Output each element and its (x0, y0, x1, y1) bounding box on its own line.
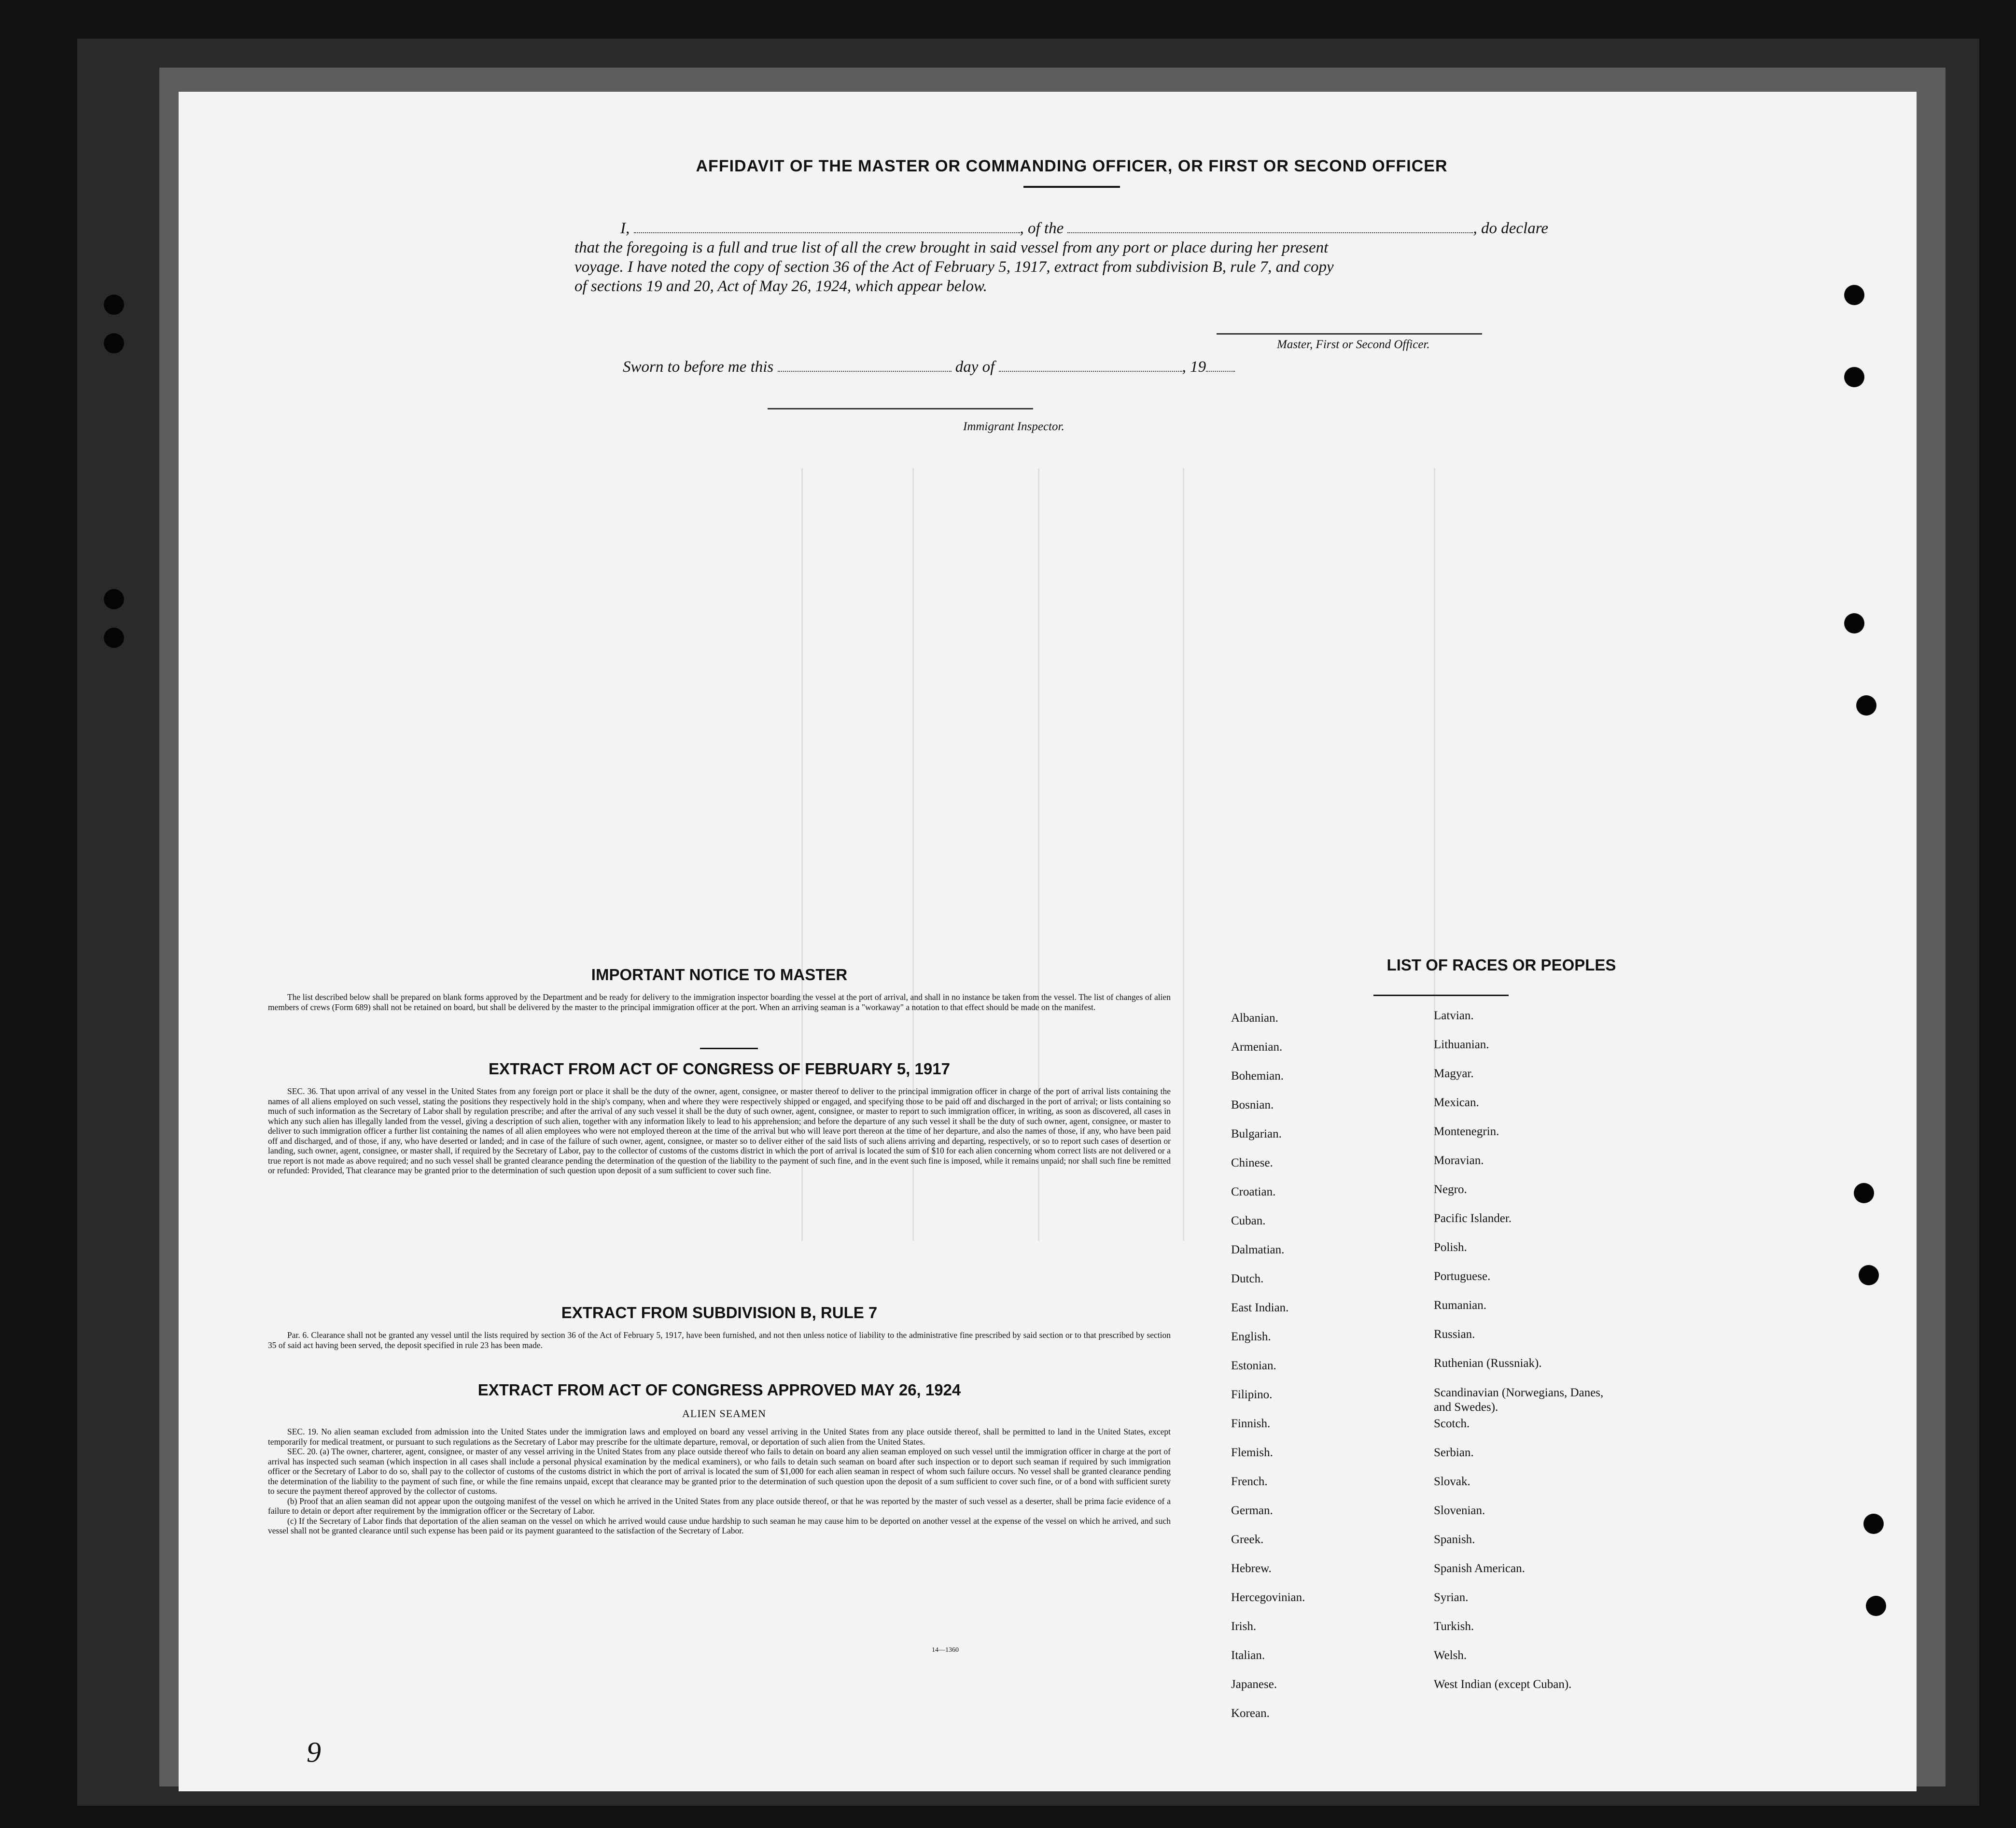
race-item: Albanian. (1231, 1012, 1278, 1025)
form-number: 14—1360 (932, 1646, 959, 1654)
affidavit-line-1 (620, 220, 1548, 238)
race-item: Hercegovinian. (1231, 1591, 1305, 1604)
master-label: Master, First or Second Officer. (1277, 338, 1430, 351)
race-item: Armenian. (1231, 1041, 1283, 1054)
race-item: Finnish. (1231, 1417, 1271, 1430)
race-item: Magyar. (1434, 1067, 1474, 1080)
punch-hole (1856, 695, 1876, 716)
race-item: Bohemian. (1231, 1069, 1284, 1083)
section-20a-paragraph: SEC. 20. (a) The owner, charterer, agent, consignee, or master of any vessel arriving in the United States from any place outside thereof who fails to detain on board any alien seaman employed on such vessel until the immigration officer in charge at the port of arrival has inspected such seaman (which inspection in all cases shall include a personal physical examination by the medical examiners), or who fails to detain such seaman on board after such inspection or to deport such seaman if required by such immigration officer or the Secretary of Labor to do so, shall pay to the collector of customs of the customs district in which the port of arrival is located the sum of $1,000 for each alien seaman in respect of whom such failure occurs. No vessel shall be granted clearance pending the determination of the liability to the payment of such fine, or while the fine remains unpaid, except that clearance may be granted prior to the determination of such question upon the deposit of a sum sufficient to cover such fine, or of a bond with sufficient surety to secure the payment thereof approved by the collector of customs. (268, 1447, 1171, 1496)
section-19-paragraph: SEC. 19. No alien seaman excluded from admission into the United States under the immigration laws and employed on board any vessel arriving in the United States from any place outside thereof, shall be permitted to land in the United States, except temporarily for medical treatment, or pursuant to such regulations as the Secretary of Labor may prescribe for the ultimate departure, removal, or deportation of such alien from the United States. (268, 1427, 1171, 1447)
race-item: Latvian. (1434, 1009, 1474, 1022)
race-item: German. (1231, 1504, 1273, 1517)
alien-seamen-heading: ALIEN SEAMEN (682, 1407, 766, 1420)
punch-hole (1844, 285, 1864, 305)
race-item: West Indian (except Cuban). (1434, 1678, 1572, 1691)
section-36-paragraph: SEC. 36. That upon arrival of any vessel in the United States from any foreign port or place it shall be the duty of the owner, agent, consignee, or master thereof to deliver to the principal immigration officer in charge of the port of arrival lists containing the names of all aliens employed on such vessel, stating the positions they respectively hold in the ship's company, when and where they were respectively shipped or engaged, and specifying those to be paid off and discharged in the port of arrival; or lists containing so much of such information as the Secretary of Labor shall by regulation prescribe; and after the arrival of any such vessel it shall be the duty of such owner, agent, consignee, or master to report to such immigration officer, in writing, as soon as discovered, all cases in which any such alien has illegally landed from the vessel, giving a description of such alien, together with any information likely to lead to his apprehension; and before the departure of any such vessel it shall be the duty of such owner, agent, consignee, or master to deliver to such immigration officer a further list containing the names of all alien employees who were not employed thereon at the time of the arrival but who will leave port thereon at the time of her departure, and also the names of those, if any, who have been paid off and discharged, and of those, if any, who have deserted or landed; and in case of the failure of such owner, agent, consignee, or master so to deliver either of the said lists of such aliens arriving and departing, respectively, or so to report such cases of desertion or landing, such owner, agent, consignee, or master shall, if required by the Secretary of Labor, pay to the collector of customs of the customs district in which the port of arrival is located the sum of $10 for each alien concerning whom correct lists are not delivered or a true report is not made as above required; and no such vessel shall be granted clearance pending the determination of the question of the liability to the payment of such fine, and in the event such fine is imposed, while it remains unpaid; nor shall such fine be remitted or refunded: Provided, That clearance may be granted prior to the determination of such question upon deposit of a sum sufficient to cover such fine. (268, 1086, 1171, 1175)
punch-hole (104, 295, 124, 315)
extract-1917-title: EXTRACT FROM ACT OF CONGRESS OF FEBRUARY 5, 1917 (489, 1060, 950, 1078)
punch-hole (1859, 1265, 1879, 1285)
section-20c-paragraph: (c) If the Secretary of Labor finds that deportation of the alien seaman on the vessel on which he arrived would cause undue hardship to such seaman he may cause him to be deported on another vessel at the expense of the vessel on which he arrived, and such vessel shall not be granted clearance until such expense has been paid or its payment guaranteed to the satisfaction of the Secretary of Labor. (268, 1516, 1171, 1535)
race-item: Hebrew. (1231, 1562, 1272, 1575)
extract-rule7-text (268, 1330, 1171, 1350)
extract-1917-text (268, 1086, 1171, 1176)
race-item: Estonian. (1231, 1359, 1276, 1372)
affidavit-declare: , do declare (1473, 220, 1548, 237)
sworn-line (623, 358, 1235, 376)
race-item: Dutch. (1231, 1272, 1264, 1285)
punch-hole (1854, 1183, 1874, 1203)
section-20b-paragraph: (b) Proof that an alien seaman did not appear upon the outgoing manifest of the vessel on which he arrived in the United States from any place outside thereof, or that he was reported by the master of such vessel as a deserter, shall be prima facie evidence of a failure to detain or deport after requirement by the immigration officer or the Secretary of Labor. (268, 1496, 1171, 1516)
notice-text (268, 992, 1171, 1012)
affidavit-i: I, (620, 220, 630, 237)
race-item: Mexican. (1434, 1096, 1479, 1109)
race-item: Montenegrin. (1434, 1125, 1499, 1138)
race-item: Serbian. (1434, 1446, 1474, 1459)
races-rule (1373, 995, 1509, 996)
affidavit-line-4: of sections 19 and 20, Act of May 26, 1924, which appear below. (574, 278, 987, 295)
race-item: Polish. (1434, 1241, 1467, 1254)
extract-rule7-title: EXTRACT FROM SUBDIVISION B, RULE 7 (561, 1304, 878, 1322)
race-item: Italian. (1231, 1649, 1265, 1662)
race-item: English. (1231, 1330, 1271, 1343)
sworn-text: Sworn to before me this (623, 358, 774, 376)
race-item: Rumanian. (1434, 1299, 1487, 1312)
par-6-paragraph: Par. 6. Clearance shall not be granted any vessel until the lists required by section 36 of the Act of February 5, 1917, have been furnished, and not then unless notice of liability to the administrative fine prescribed by said section or to that prescribed by section 35 of said act having been served, the deposit specified in rule 23 has been made. (268, 1330, 1171, 1350)
punch-hole (1866, 1596, 1886, 1616)
race-item: Turkish. (1434, 1620, 1474, 1633)
day-of-text: day of (955, 358, 995, 376)
race-item: Bosnian. (1231, 1098, 1274, 1111)
punch-hole (1844, 613, 1864, 633)
handwritten-mark: 9 (307, 1736, 321, 1768)
affidavit-title: AFFIDAVIT OF THE MASTER OR COMMANDING OFFICER, OR FIRST OR SECOND OFFICER (696, 157, 1448, 175)
race-item: Greek. (1231, 1533, 1264, 1546)
race-item: Croatian. (1231, 1185, 1276, 1198)
race-item: Slovak. (1434, 1475, 1470, 1488)
notice-paragraph: The list described below shall be prepared on blank forms approved by the Department and be ready for delivery to the immigration inspector boarding the vessel at the port of arrival, and shall in no instance be taken from the vessel. The list of changes of alien members of crews (Form 689) shall not be retained on board, but shall be delivered by the master to the principal immigration officer at the port. When an arriving seaman is a "workaway" a notation to that effect should be made on the manifest. (268, 992, 1171, 1012)
punch-hole (104, 628, 124, 648)
notice-rule (700, 1048, 758, 1049)
race-item: East Indian. (1231, 1301, 1289, 1314)
sworn-month-blank[interactable] (999, 358, 1182, 372)
affidavit-line-3: voyage. I have noted the copy of section 36 of the Act of February 5, 1917, extract from subdivision B, rule 7, and copy (574, 258, 1334, 276)
race-item: Welsh. (1434, 1649, 1467, 1662)
affidavit-rule (1023, 186, 1120, 188)
extract-1924-title: EXTRACT FROM ACT OF CONGRESS APPROVED MAY 26, 1924 (477, 1381, 961, 1399)
punch-hole (104, 589, 124, 609)
race-item: Slovenian. (1434, 1504, 1485, 1517)
name-blank[interactable] (634, 220, 1020, 233)
race-item: Chinese. (1231, 1156, 1273, 1169)
sworn-year-blank[interactable] (1206, 358, 1235, 372)
document-page (179, 92, 1917, 1791)
race-item: Filipino. (1231, 1388, 1273, 1401)
races-title: LIST OF RACES OR PEOPLES (1386, 956, 1616, 974)
race-item: Negro. (1434, 1183, 1467, 1196)
race-item: Irish. (1231, 1620, 1257, 1633)
sworn-day-blank[interactable] (778, 358, 952, 372)
race-item: Flemish. (1231, 1446, 1273, 1459)
punch-hole (1844, 367, 1864, 387)
year-prefix: , 19 (1182, 358, 1206, 376)
race-item: Japanese. (1231, 1678, 1277, 1691)
ghost-line (1183, 468, 1184, 1241)
punch-hole (1863, 1514, 1884, 1534)
inspector-signature-line[interactable] (768, 408, 1033, 409)
race-item: Portuguese. (1434, 1270, 1491, 1283)
race-item: Cuban. (1231, 1214, 1266, 1227)
race-item: Korean. (1231, 1707, 1270, 1720)
inspector-label: Immigrant Inspector. (963, 420, 1064, 433)
master-signature-line[interactable] (1217, 333, 1482, 335)
race-item: Lithuanian. (1434, 1038, 1489, 1051)
punch-hole (104, 333, 124, 353)
race-item: Syrian. (1434, 1591, 1469, 1604)
race-item: Dalmatian. (1231, 1243, 1285, 1256)
notice-title: IMPORTANT NOTICE TO MASTER (591, 966, 848, 984)
race-item: Scandinavian (Norwegians, Danes, and Swedes). (1434, 1386, 1604, 1414)
race-item: Spanish. (1434, 1533, 1475, 1546)
race-item: Russian. (1434, 1328, 1475, 1341)
race-item: Moravian. (1434, 1154, 1484, 1167)
vessel-blank[interactable] (1067, 220, 1473, 233)
extract-1924-text (268, 1427, 1171, 1536)
race-item: French. (1231, 1475, 1268, 1488)
race-item: Ruthenian (Russniak). (1434, 1357, 1542, 1370)
race-item: Bulgarian. (1231, 1127, 1282, 1140)
race-item: Spanish American. (1434, 1562, 1525, 1575)
affidavit-of-the: , of the (1020, 220, 1064, 237)
race-item: Scotch. (1434, 1417, 1470, 1430)
affidavit-line-2: that the foregoing is a full and true list of all the crew brought in said vessel from any port or place during her present (574, 239, 1329, 256)
race-item: Pacific Islander. (1434, 1212, 1512, 1225)
